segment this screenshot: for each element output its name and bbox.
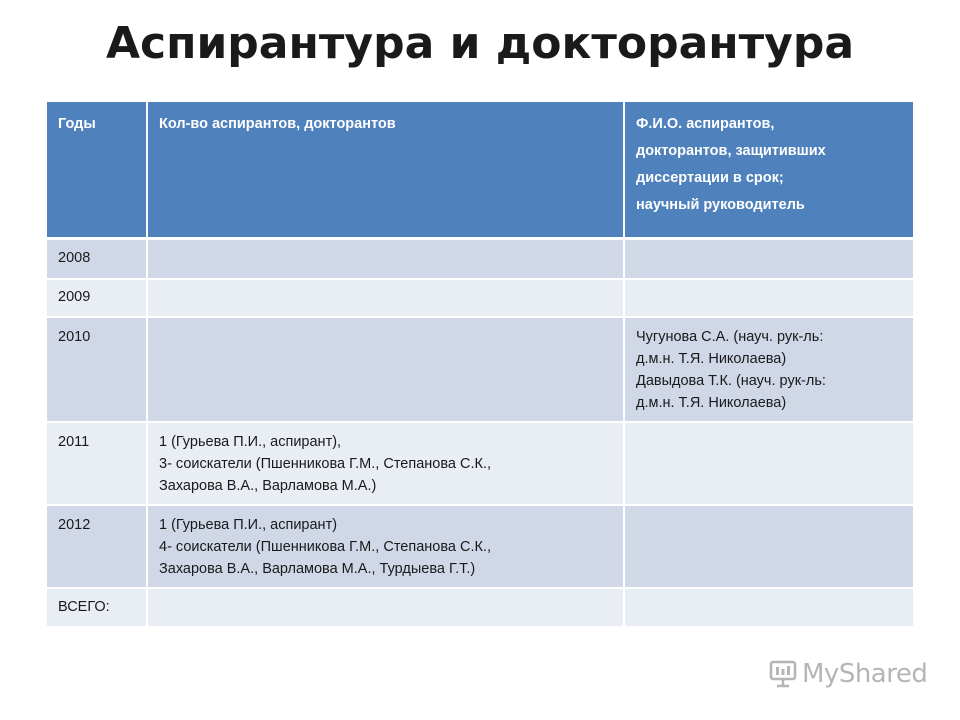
table-row [47, 279, 913, 317]
header-count: Кол-во аспирантов, докторантов [147, 102, 624, 238]
data-table-container [47, 102, 913, 626]
slide-title: Аспирантура и докторантура [105, 18, 855, 69]
table-row-total [47, 588, 913, 626]
cell-count [147, 279, 624, 317]
cell-count: 1 (Гурьева П.И., аспирант), 3- соискатели (Пшенникова Г.М., Степанова С.К., Захарова В.А., Варламова М.А.) [147, 422, 624, 505]
table-row [47, 238, 913, 279]
cell-count [147, 238, 624, 279]
cell-defended [624, 505, 913, 588]
cell-defended [624, 238, 913, 279]
cell-defended [624, 588, 913, 626]
cell-year: ВСЕГО: [47, 588, 147, 626]
cell-year: 2009 [47, 279, 147, 317]
cell-year: 2011 [47, 422, 147, 505]
table-header-row [47, 102, 913, 238]
cell-year: 2012 [47, 505, 147, 588]
header-defended: Ф.И.О. аспирантов, докторантов, защитивших диссертации в срок; научный руководитель [624, 102, 913, 238]
presentation-board-icon [768, 659, 798, 689]
cell-defended [624, 279, 913, 317]
cell-defended [624, 422, 913, 505]
cell-defended: Чугунова С.А. (науч. рук-ль: д.м.н. Т.Я. Николаева) Давыдова Т.К. (науч. рук-ль: д.м.н. Т.Я. Николаева) [624, 317, 913, 422]
table-row [47, 422, 913, 505]
header-years: Годы [47, 102, 147, 238]
data-table [47, 102, 913, 626]
table-row [47, 317, 913, 422]
cell-year: 2008 [47, 238, 147, 279]
cell-count [147, 317, 624, 422]
table-row [47, 505, 913, 588]
cell-year: 2010 [47, 317, 147, 422]
watermark-logo [768, 656, 927, 692]
cell-count [147, 588, 624, 626]
watermark-text: MyShared [802, 659, 928, 689]
cell-count: 1 (Гурьева П.И., аспирант) 4- соискатели (Пшенникова Г.М., Степанова С.К., Захарова В.А., Варламова М.А., Турдыева Г.Т.) [147, 505, 624, 588]
